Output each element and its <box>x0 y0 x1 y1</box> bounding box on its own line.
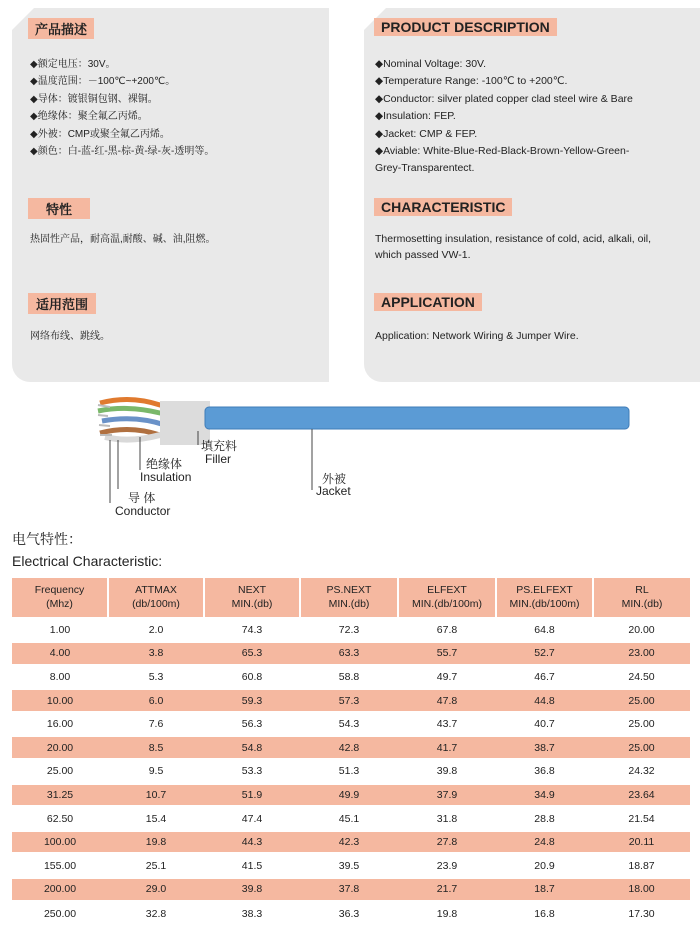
col-header-next <box>204 578 300 618</box>
table-cell: 37.9 <box>398 783 496 807</box>
table-cell: 21.54 <box>593 807 690 831</box>
cn-desc-line: ◆颜色：白-蓝-红-黑-棕-黄-绿-灰-透明等。 <box>30 146 215 157</box>
col-header-line: MIN.(db) <box>328 598 370 611</box>
col-header-line: MIN.(db) <box>621 598 663 611</box>
col-header-frequency <box>12 578 108 618</box>
table-cell: 56.3 <box>204 712 300 736</box>
table-row <box>12 807 690 831</box>
table-cell: 20.11 <box>593 830 690 854</box>
table-cell: 62.50 <box>12 807 108 831</box>
table-cell: 29.0 <box>108 878 204 902</box>
table-row <box>12 760 690 784</box>
col-header-line: PS.ELFEXT <box>516 584 573 597</box>
table-row <box>12 618 690 642</box>
en-char-line: which passed VW-1. <box>375 249 471 261</box>
table-cell: 100.00 <box>12 830 108 854</box>
table-cell: 24.8 <box>496 830 593 854</box>
table-cell: 25.00 <box>593 689 690 713</box>
table-cell: 64.8 <box>496 618 593 642</box>
table-cell: 37.8 <box>300 878 398 902</box>
table-cell: 28.8 <box>496 807 593 831</box>
table-cell: 47.8 <box>398 689 496 713</box>
en-app-text: Application: Network Wiring & Jumper Wire. <box>375 330 579 342</box>
table-cell: 67.8 <box>398 618 496 642</box>
table-cell: 52.7 <box>496 642 593 666</box>
table-cell: 10.00 <box>12 689 108 713</box>
cn-desc-line: ◆额定电压：30V。 <box>30 59 116 70</box>
conductor-label-cn: 导 体 <box>128 491 156 505</box>
table-row <box>12 736 690 760</box>
table-cell: 40.7 <box>496 712 593 736</box>
table-cell: 44.3 <box>204 830 300 854</box>
table-row <box>12 783 690 807</box>
filler-label-cn: 填充料 <box>201 439 238 453</box>
table-cell: 63.3 <box>300 642 398 666</box>
electrical-heading-en: Electrical Characteristic: <box>12 553 163 569</box>
table-cell: 51.9 <box>204 783 300 807</box>
table-cell: 32.8 <box>108 901 204 925</box>
cn-app-title: 适用范围 <box>28 293 96 314</box>
table-row <box>12 689 690 713</box>
table-row <box>12 665 690 689</box>
table-cell: 36.3 <box>300 901 398 925</box>
table-cell: 39.8 <box>204 878 300 902</box>
table-row <box>12 642 690 666</box>
col-header-attmax <box>108 578 204 618</box>
cn-desc-title: 产品描述 <box>28 18 94 39</box>
en-desc-line: ◆Insulation: FEP. <box>375 110 456 123</box>
col-header-rl <box>593 578 690 618</box>
table-cell: 46.7 <box>496 665 593 689</box>
col-header-elfext <box>398 578 496 618</box>
col-header-line: MIN.(db/100m) <box>509 598 580 611</box>
cable-illustration <box>0 385 700 520</box>
table-cell: 45.1 <box>300 807 398 831</box>
insulation-label-en: Insulation <box>140 470 192 484</box>
table-cell: 34.9 <box>496 783 593 807</box>
table-cell: 18.00 <box>593 878 690 902</box>
table-cell: 16.00 <box>12 712 108 736</box>
table-cell: 49.7 <box>398 665 496 689</box>
table-cell: 3.8 <box>108 642 204 666</box>
col-header-line: (Mhz) <box>46 598 73 611</box>
table-cell: 25.00 <box>593 712 690 736</box>
table-row <box>12 854 690 878</box>
table-cell: 2.0 <box>108 618 204 642</box>
electrical-heading-cn: 电气特性： <box>12 531 82 547</box>
col-header-line: ELFEXT <box>427 584 467 597</box>
table-cell: 74.3 <box>204 618 300 642</box>
col-header-psnext <box>300 578 398 618</box>
en-desc-line: ◆Aviable: White-Blue-Red-Black-Brown-Yellow-Green- <box>375 145 630 157</box>
table-cell: 155.00 <box>12 854 108 878</box>
en-desc-line: ◆Conductor: silver plated copper clad steel wire & Bare <box>375 92 633 105</box>
col-header-line: NEXT <box>237 584 266 597</box>
table-cell: 25.00 <box>12 760 108 784</box>
col-header-line: MIN.(db/100m) <box>411 598 483 611</box>
table-cell: 20.00 <box>593 618 690 642</box>
table-cell: 18.87 <box>593 854 690 878</box>
table-cell: 5.3 <box>108 665 204 689</box>
table-cell: 7.6 <box>108 712 204 736</box>
cn-char-title: 特性 <box>28 198 90 219</box>
table-cell: 24.32 <box>593 760 690 784</box>
table-cell: 39.8 <box>398 760 496 784</box>
en-char-line: Thermosetting insulation, resistance of cold, acid, alkali, oil, <box>375 233 652 245</box>
table-cell: 6.0 <box>108 689 204 713</box>
table-cell: 18.7 <box>496 878 593 902</box>
table-cell: 39.5 <box>300 854 398 878</box>
table-cell: 9.5 <box>108 760 204 784</box>
table-cell: 38.7 <box>496 736 593 760</box>
col-header-pselfext <box>496 578 593 618</box>
table-cell: 20.9 <box>496 854 593 878</box>
table-cell: 15.4 <box>108 807 204 831</box>
table-cell: 44.8 <box>496 689 593 713</box>
table-cell: 31.8 <box>398 807 496 831</box>
col-header-line: MIN.(db) <box>231 598 273 611</box>
insulation-label-cn: 绝缘体 <box>146 457 183 471</box>
table-row <box>12 878 690 902</box>
table-cell: 21.7 <box>398 878 496 902</box>
en-app-title: APPLICATION <box>374 293 482 311</box>
table-cell: 20.00 <box>12 736 108 760</box>
electrical-table-body <box>12 618 690 925</box>
table-cell: 47.4 <box>204 807 300 831</box>
table-cell: 23.00 <box>593 642 690 666</box>
electrical-table <box>12 578 690 925</box>
table-cell: 31.25 <box>12 783 108 807</box>
table-cell: 1.00 <box>12 618 108 642</box>
table-cell: 200.00 <box>12 878 108 902</box>
table-cell: 54.8 <box>204 736 300 760</box>
table-cell: 41.7 <box>398 736 496 760</box>
en-char-title: CHARACTERISTIC <box>374 198 512 216</box>
table-header-row <box>12 578 690 618</box>
cn-desc-line: ◆外被：CMP或聚全氟乙丙烯。 <box>30 128 170 140</box>
col-header-line: Frequency <box>34 584 85 597</box>
col-header-line: ATTMAX <box>135 584 177 597</box>
table-cell: 49.9 <box>300 783 398 807</box>
cn-char-text: 热固性产品，耐高温,耐酸、碱、油,阻燃。 <box>30 234 216 245</box>
col-header-line: PS.NEXT <box>326 584 372 597</box>
table-cell: 59.3 <box>204 689 300 713</box>
table-cell: 60.8 <box>204 665 300 689</box>
table-cell: 42.8 <box>300 736 398 760</box>
cn-desc-line: ◆导体：镀银铜包钢、裸铜。 <box>30 93 158 105</box>
table-cell: 53.3 <box>204 760 300 784</box>
table-cell: 8.00 <box>12 665 108 689</box>
table-cell: 25.1 <box>108 854 204 878</box>
table-row <box>12 901 690 925</box>
table-cell: 19.8 <box>108 830 204 854</box>
table-cell: 55.7 <box>398 642 496 666</box>
table-cell: 23.9 <box>398 854 496 878</box>
table-row <box>12 830 690 854</box>
cable-jacket <box>205 407 629 429</box>
table-cell: 42.3 <box>300 830 398 854</box>
en-desc-line: ◆Jacket: CMP & FEP. <box>375 127 478 140</box>
table-cell: 17.30 <box>593 901 690 925</box>
jacket-label-en: Jacket <box>316 484 351 498</box>
en-desc-line: Grey-Transparentect. <box>375 162 475 175</box>
cn-desc-line: ◆绝缘体：聚全氟乙丙烯。 <box>30 111 148 123</box>
col-header-line: RL <box>635 584 649 597</box>
table-cell: 4.00 <box>12 642 108 666</box>
filler-label-en: Filler <box>205 452 231 466</box>
table-cell: 58.8 <box>300 665 398 689</box>
table-cell: 51.3 <box>300 760 398 784</box>
en-desc-line: ◆Nominal Voltage: 30V. <box>375 58 487 70</box>
table-cell: 16.8 <box>496 901 593 925</box>
table-cell: 25.00 <box>593 736 690 760</box>
table-cell: 43.7 <box>398 712 496 736</box>
table-cell: 36.8 <box>496 760 593 784</box>
jacket-label-cn: 外被 <box>322 472 347 486</box>
en-desc-title: PRODUCT DESCRIPTION <box>374 18 557 36</box>
table-row <box>12 712 690 736</box>
table-cell: 19.8 <box>398 901 496 925</box>
table-cell: 8.5 <box>108 736 204 760</box>
conductor-label-en: Conductor <box>115 504 171 518</box>
en-desc-line: ◆Temperature Range: -100℃ to +200℃. <box>375 75 568 88</box>
table-cell: 65.3 <box>204 642 300 666</box>
table-cell: 41.5 <box>204 854 300 878</box>
table-cell: 54.3 <box>300 712 398 736</box>
table-cell: 27.8 <box>398 830 496 854</box>
table-cell: 10.7 <box>108 783 204 807</box>
table-cell: 57.3 <box>300 689 398 713</box>
table-cell: 38.3 <box>204 901 300 925</box>
table-cell: 23.64 <box>593 783 690 807</box>
col-header-line: (db/100m) <box>132 598 180 611</box>
table-cell: 72.3 <box>300 618 398 642</box>
cn-app-text: 网络布线、跳线。 <box>30 331 110 342</box>
cn-desc-line: ◆温度范围：－100℃~+200℃。 <box>30 76 176 88</box>
table-cell: 250.00 <box>12 901 108 925</box>
table-cell: 24.50 <box>593 665 690 689</box>
